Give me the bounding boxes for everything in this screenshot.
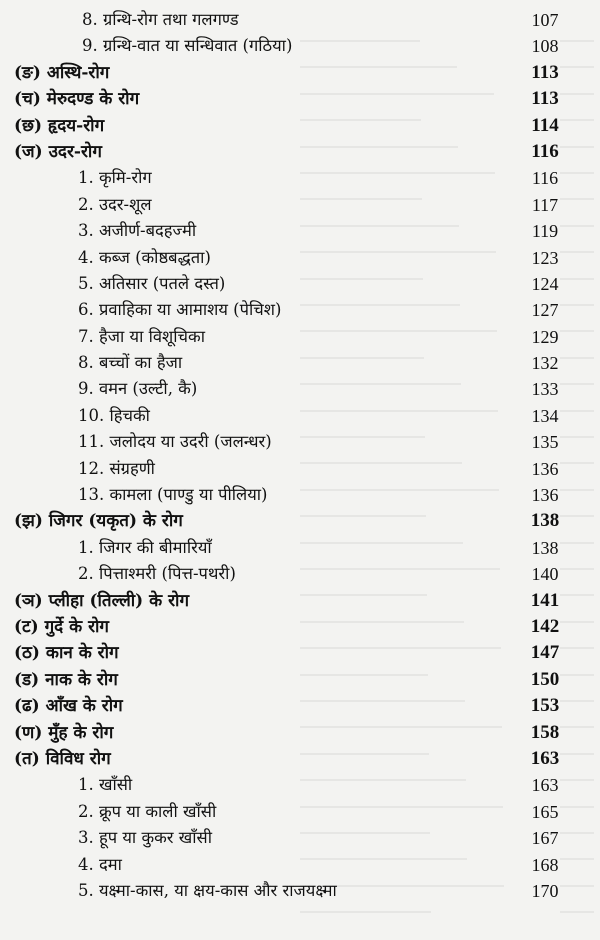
page-number: 170 [531, 880, 559, 901]
page-number: 117 [531, 194, 559, 215]
toc-entry-row [0, 799, 600, 825]
toc-section-row [0, 508, 600, 534]
page-number: 123 [531, 247, 559, 268]
entry-title: 12. संग्रहणी [78, 458, 155, 478]
page-number: 136 [531, 485, 559, 506]
section-title: (ङ) अस्थि-रोग [14, 62, 110, 83]
entry-title: 9. वमन (उल्टी, कै) [78, 379, 198, 399]
toc-entry-row [0, 878, 600, 904]
section-title: (ण) मुँह के रोग [14, 722, 114, 743]
page-number: 132 [531, 353, 559, 374]
section-title: (ठ) कान के रोग [14, 643, 119, 664]
page-number: 165 [531, 801, 559, 822]
toc-section-row [0, 588, 600, 614]
section-title: (ज) उदर-रोग [14, 141, 102, 162]
page-number: 124 [531, 273, 559, 294]
page-number: 147 [530, 642, 560, 664]
toc-entry-row [0, 192, 600, 218]
page-number: 168 [531, 854, 559, 875]
entry-title: 8. ग्रन्थि-रोग तथा गलगण्ड [82, 10, 239, 29]
page-number: 116 [531, 140, 559, 162]
section-title: (छ) हृदय-रोग [14, 115, 105, 136]
page-number: 135 [531, 432, 559, 453]
toc-entry-row [0, 271, 600, 297]
section-title: (ञ) प्लीहा (तिल्ली) के रोग [14, 590, 190, 611]
toc-entry-row [0, 376, 600, 402]
toc-entry-row [0, 456, 600, 482]
page-number: 138 [531, 537, 559, 558]
entry-title: 6. प्रवाहिका या आमाशय (पेचिश) [78, 300, 282, 320]
toc-entry-row [0, 245, 600, 271]
toc-section-row [0, 60, 600, 86]
toc-entry-row [0, 324, 600, 350]
toc-entry-row [0, 218, 600, 244]
page-number: 133 [531, 379, 559, 400]
page-number: 150 [530, 668, 560, 690]
page-number: 116 [531, 168, 559, 189]
entry-title: 4. कब्ज (कोष्ठबद्धता) [78, 247, 211, 267]
page-number: 127 [531, 300, 559, 321]
page-number: 138 [530, 510, 560, 532]
entry-title: 5. अतिसार (पतले दस्त) [78, 273, 226, 293]
entry-title: 9. ग्रन्थि-वात या सन्धिवात (गठिया) [82, 36, 293, 56]
entry-title: 2. उदर-शूल [78, 194, 152, 214]
table-of-contents [0, 7, 600, 904]
toc-section-row [0, 746, 600, 772]
entry-title: 13. कामला (पाण्डु या पीलिया) [78, 485, 268, 505]
toc-entry-row [0, 7, 600, 33]
entry-title: 1. कृमि-रोग [78, 168, 152, 188]
section-title: (त) विविध रोग [14, 748, 111, 769]
page-number: 134 [531, 405, 559, 426]
section-title: (ट) गुर्दे के रोग [14, 616, 109, 637]
toc-entry-row [0, 350, 600, 376]
toc-entry-row [0, 429, 600, 455]
page-number: 167 [531, 828, 559, 849]
entry-title: 3. अजीर्ण-बदहज्मी [78, 221, 197, 241]
toc-entry-row [0, 561, 600, 587]
page-number: 140 [531, 564, 559, 585]
entry-title: 1. जिगर की बीमारियाँ [78, 537, 212, 557]
page-number: 114 [531, 114, 559, 136]
page-number: 136 [531, 458, 559, 479]
toc-entry-row [0, 33, 600, 59]
toc-section-row [0, 614, 600, 640]
entry-title: 10. हिचकी [78, 405, 150, 425]
page-number: 129 [531, 326, 559, 347]
entry-title: 2. पित्ताश्मरी (पित्त-पथरी) [78, 564, 236, 584]
toc-entry-row [0, 852, 600, 878]
toc-entry-row [0, 772, 600, 798]
page-number: 153 [530, 695, 560, 717]
toc-section-row [0, 113, 600, 139]
toc-section-row [0, 720, 600, 746]
page-number: 163 [530, 747, 560, 769]
page-number: 107 [531, 10, 559, 30]
page-number: 158 [530, 721, 560, 743]
entry-title: 8. बच्चों का हैजा [78, 353, 183, 373]
entry-title: 2. क्रूप या काली खाँसी [78, 801, 217, 821]
entry-title: 7. हैजा या विशूचिका [78, 326, 205, 346]
page-number: 108 [531, 36, 559, 57]
entry-title: 4. दमा [78, 854, 122, 874]
toc-section-row [0, 86, 600, 112]
toc-section-row [0, 139, 600, 165]
toc-section-row [0, 693, 600, 719]
toc-entry-row [0, 825, 600, 851]
toc-section-row [0, 640, 600, 666]
toc-entry-row [0, 535, 600, 561]
page-number: 113 [531, 61, 559, 83]
section-title: (झ) जिगर (यकृत) के रोग [14, 511, 183, 532]
section-title: (ढ) आँख के रोग [14, 696, 123, 717]
entry-title: 11. जलोदय या उदरी (जलन्धर) [78, 432, 272, 452]
entry-title: 5. यक्ष्मा-कास, या क्षय-कास और राजयक्ष्मा [78, 880, 337, 900]
toc-entry-row [0, 165, 600, 191]
page-number: 113 [531, 88, 559, 110]
page-number: 163 [531, 775, 559, 796]
toc-entry-row [0, 403, 600, 429]
toc-section-row [0, 667, 600, 693]
section-title: (ड) नाक के रोग [14, 669, 118, 690]
entry-title: 3. हूप या कुकर खाँसी [78, 828, 212, 848]
page-number: 142 [530, 615, 560, 637]
section-title: (च) मेरुदण्ड के रोग [14, 89, 140, 110]
page-number: 119 [531, 221, 559, 242]
page-number: 141 [530, 589, 560, 611]
entry-title: 1. खाँसी [78, 775, 133, 795]
toc-entry-row [0, 297, 600, 323]
toc-entry-row [0, 482, 600, 508]
